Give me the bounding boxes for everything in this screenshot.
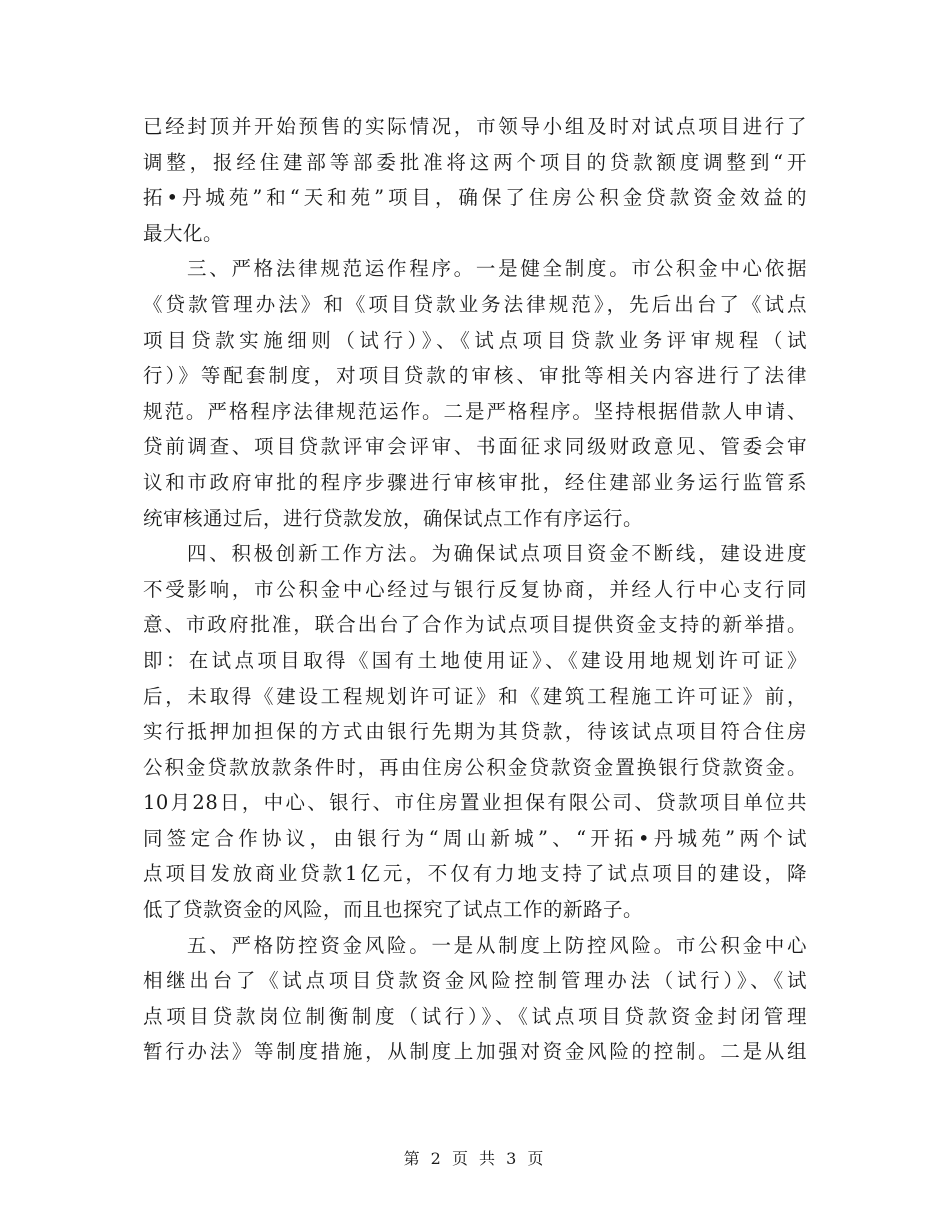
document-body xyxy=(143,109,807,1070)
text-line: 同签定合作协议，由银行为“周山新城”、“开拓•丹城苑”两个试 xyxy=(143,826,807,850)
text-line: 规范。严格程序法律规范运作。二是严格程序。坚持根据借款人申请、 xyxy=(143,399,807,423)
text-line: 10月28日，中心、银行、市住房置业担保有限公司、贷款项目单位共 xyxy=(143,791,807,815)
text-line: 意、市政府批准，联合出台了合作为试点项目提供资金支持的新举措。 xyxy=(143,613,807,637)
text-line: 四、积极创新工作方法。为确保试点项目资金不断线，建设进度 xyxy=(187,542,807,566)
text-line: 统审核通过后，进行贷款发放，确保试点工作有序运行。 xyxy=(143,506,644,530)
text-line: 点项目发放商业贷款1亿元，不仅有力地支持了试点项目的建设，降 xyxy=(143,862,807,886)
text-line: 拓•丹城苑”和“天和苑”项目，确保了住房公积金贷款资金效益的 xyxy=(143,186,807,210)
text-line: 调整，报经住建部等部委批准将这两个项目的贷款额度调整到“开 xyxy=(143,150,807,174)
page-footer: 第 2 页 共 3 页 xyxy=(403,1149,547,1168)
text-line: 点项目贷款岗位制衡制度（试行）》、《试点项目贷款资金封闭管理 xyxy=(143,1004,807,1028)
text-line: 后，未取得《建设工程规划许可证》和《建筑工程施工许可证》前， xyxy=(143,684,807,708)
text-line: 五、严格防控资金风险。一是从制度上防控风险。市公积金中心 xyxy=(187,933,807,957)
text-line: 已经封顶并开始预售的实际情况，市领导小组及时对试点项目进行了 xyxy=(143,115,807,138)
text-line: 《贷款管理办法》和《项目贷款业务法律规范》，先后出台了《试点 xyxy=(143,292,807,316)
text-line: 低了贷款资金的风险，而且也探究了试点工作的新路子。 xyxy=(143,898,644,922)
text-line: 不受影响，市公积金中心经过与银行反复协商，并经人行中心支行同 xyxy=(143,577,807,601)
text-line: 议和市政府审批的程序步骤进行审核审批，经住建部业务运行监管系 xyxy=(143,470,807,494)
text-line: 贷前调查、项目贷款评审会评审、书面征求同级财政意见、管委会审 xyxy=(143,435,807,459)
text-line: 即：在试点项目取得《国有土地使用证》、《建设用地规划许可证》 xyxy=(143,648,807,672)
text-line: 公积金贷款放款条件时，再由住房公积金贷款资金置换银行贷款资金。 xyxy=(143,755,807,779)
text-line: 项目贷款实施细则（试行）》、《试点项目贷款业务评审规程（试 xyxy=(143,328,807,352)
text-line: 相继出台了《试点项目贷款资金风险控制管理办法（试行）》、《试 xyxy=(143,969,807,993)
text-line: 行）》等配套制度，对项目贷款的审核、审批等相关内容进行了法律 xyxy=(143,364,807,388)
text-line: 三、严格法律规范运作程序。一是健全制度。市公积金中心依据 xyxy=(187,257,807,281)
text-line: 实行抵押加担保的方式由银行先期为其贷款，待该试点项目符合住房 xyxy=(143,720,807,744)
text-line: 最大化。 xyxy=(143,221,224,245)
text-line: 暂行办法》等制度措施，从制度上加强对资金风险的控制。二是从组 xyxy=(143,1040,807,1064)
